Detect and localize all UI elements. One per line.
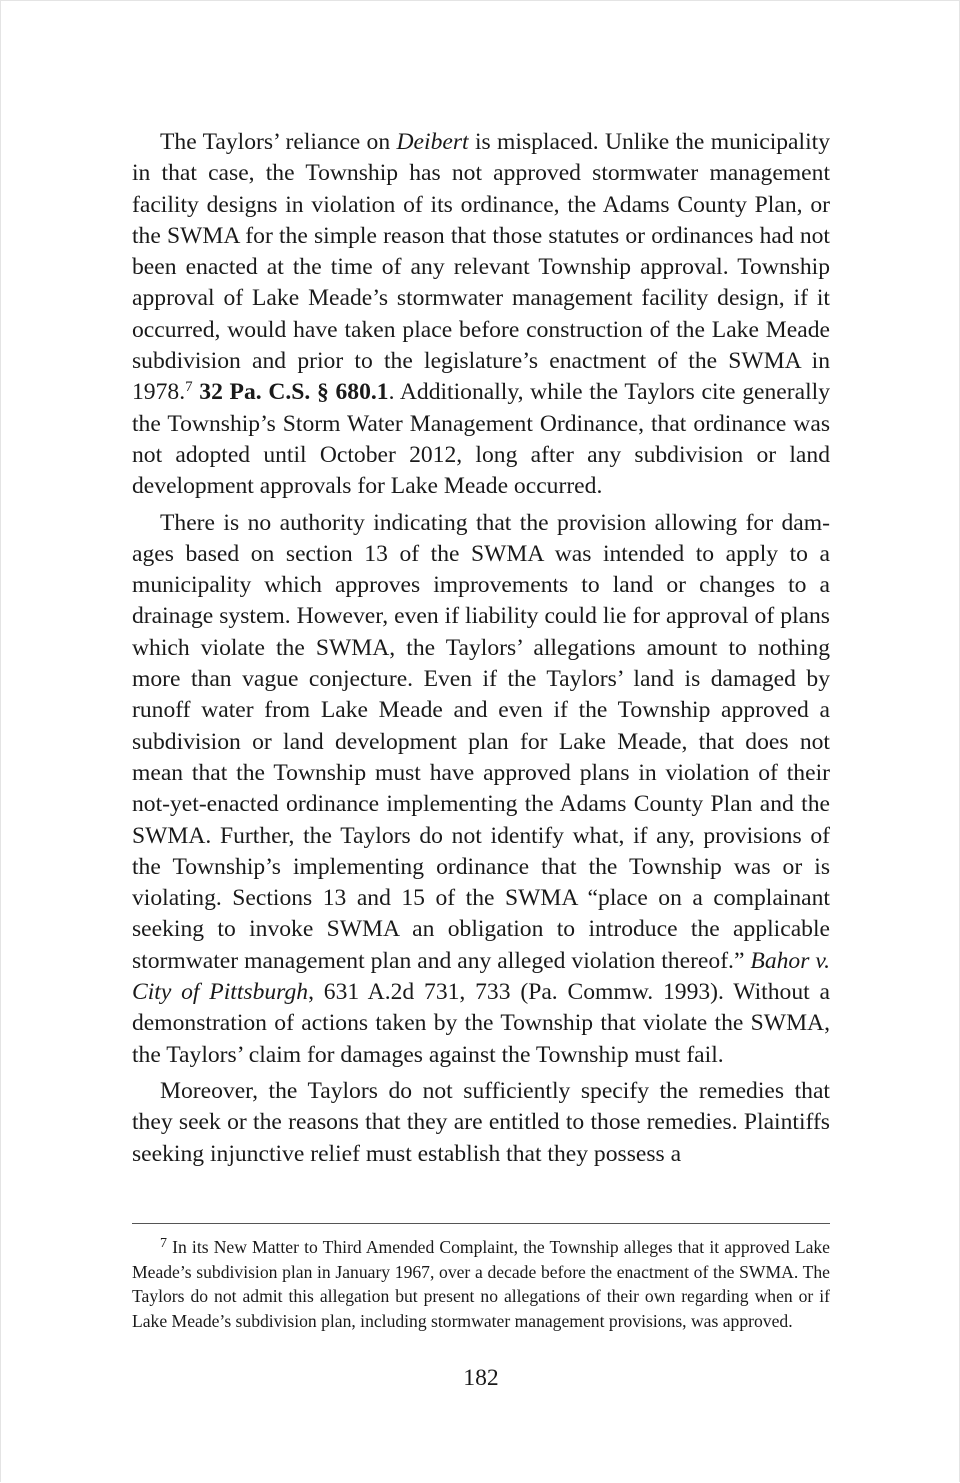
body-text bbox=[132, 127, 830, 1170]
paragraph-1-text-b: is misplaced. Unlike the municipality in that case, the Township has not approved stormwater management facility designs in violation of its ordinance, the Adams County Plan, or the SWMA for the simple reason that those statutes or ordinances had not been enacted at the time of any relevant Township approval. Township approval of Lake Meade’s stormwater management facility design, if it occurred, would have taken place before construction of the Lake Meade subdivision and prior to the legislature’s enactment of the SWMA in 1978. bbox=[132, 129, 830, 406]
paragraph-2-text-b: , 631 A.2d 731, 733 (Pa. Commw. 1993). Without a demonstration of actions taken by the Township that violate the SWMA, the Taylors’ claim for damages against the Township must fail. bbox=[132, 979, 830, 1068]
paragraph-1 bbox=[132, 127, 830, 503]
case-name-bahor: Bahor v. City of Pittsburgh bbox=[132, 947, 830, 1006]
page-number: 182 bbox=[463, 1365, 499, 1391]
footnote-number: 7 bbox=[160, 1236, 167, 1251]
footnote bbox=[132, 1235, 830, 1333]
footnote-text: In its New Matter to Third Amended Complaint, the Township alleges that it approved Lake Meade’s subdivision plan in January 1967, over a decade before the enactment of the SWMA. The Taylors do not admit this allegation but present no allegations of their own regarding when or if Lake Meade’s subdivision plan, including stormwater management provisions, was approved. bbox=[132, 1237, 830, 1331]
paragraph-2-text-a: There is no authority indicating that the provision allowing for damages based on section 13 of the SWMA was intended to apply to a municipality which approves improvements to land or changes to a drainage system. However, even if liability could lie for approval of plans which violate the SWMA, the Taylors’ allegations amount to nothing more than vague conjecture. Even if the Taylors’ land is damaged by runoff water from Lake Meade and even if the Township approved a subdivision or land development plan for Lake Meade, that does not mean that the Township must have approved plans in violation of their not-yet-enacted ordinance implementing the Adams County Plan and the SWMA. Further, the Taylors do not identify what, if any, provisions of the Township’s implementing ordinance that the Township was or is violating. Sections 13 and 15 of the SWMA “place on a complainant seeking to invoke SWMA an obligation to introduce the applicable stormwater management plan and any alleged violation thereof.” bbox=[132, 509, 830, 974]
paragraph-1-text-a: The Taylors’ reliance on bbox=[160, 129, 397, 155]
case-name-deibert: Deibert bbox=[396, 129, 469, 155]
statute-citation: 32 Pa. C.S. § 680.1 bbox=[199, 379, 389, 406]
footnote-divider bbox=[132, 1223, 830, 1224]
paragraph-1-text-c: . Additionally, while the Taylors cite generally the Township’s Storm Water Management Ordinance, that ordinance was not adopted until October 2012, long after any subdivision or land development approvals for Lake Meade occurred. bbox=[132, 379, 830, 500]
paragraph-3: Moreover, the Taylors do not sufficiently specify the remedies that they seek or the reasons that they are entitled to those remedies. Plaintiffs seeking injunctive relief must establish that they possess a bbox=[132, 1077, 830, 1167]
footnote-reference[interactable]: 7 bbox=[185, 379, 193, 396]
paragraph-2 bbox=[132, 508, 830, 1071]
